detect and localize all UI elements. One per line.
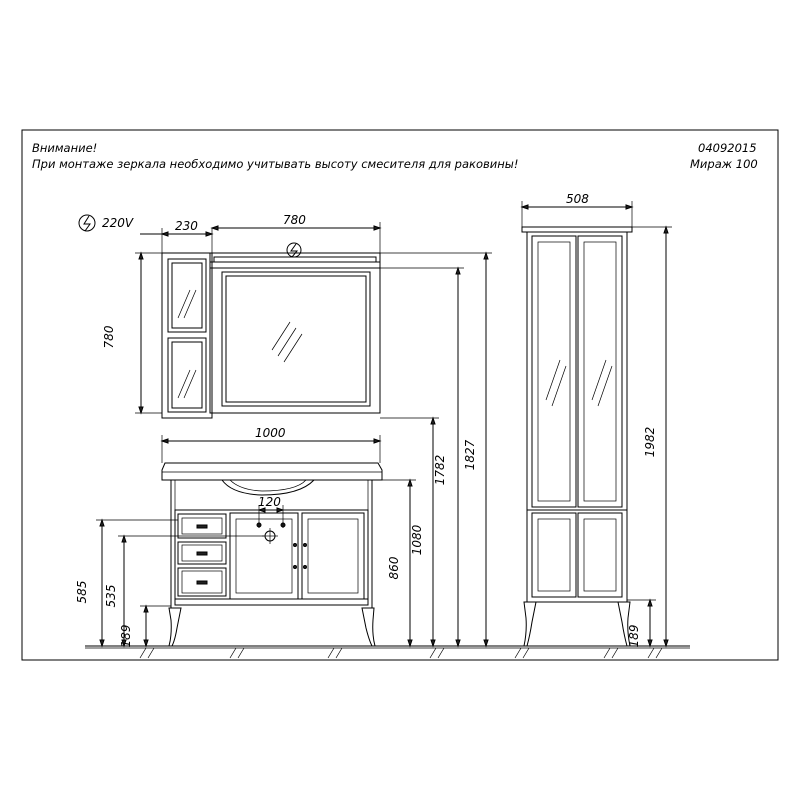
dim-vanity-width: 1000 xyxy=(255,426,286,440)
dim-vanity-top-height: 860 xyxy=(387,556,401,580)
dim-line-drain-height-1 xyxy=(96,520,178,646)
vanity-unit xyxy=(162,463,382,646)
dim-column-leg-height: 189 xyxy=(627,624,641,648)
document-code: 04092015 xyxy=(698,141,757,155)
dim-vanity-total-height: 1080 xyxy=(410,524,424,556)
dim-mirror-top-height: 1827 xyxy=(463,439,477,471)
dim-mirror-bottom-height: 1782 xyxy=(433,454,447,486)
drawing-frame xyxy=(22,130,778,660)
dim-vanity-leg-height: 189 xyxy=(119,624,133,648)
dim-drain-height-2: 535 xyxy=(104,584,118,608)
floor-line xyxy=(85,646,690,658)
dim-column-height: 1982 xyxy=(643,426,657,458)
dim-mirror-height: 780 xyxy=(102,325,116,349)
dim-faucet-spacing: 120 xyxy=(258,495,281,509)
drain-point-icon xyxy=(262,528,278,544)
lamp-electrical-icon xyxy=(287,243,301,257)
warning-title: Внимание! xyxy=(32,141,98,155)
dim-drain-height-1: 585 xyxy=(75,580,89,604)
dim-column-width: 508 xyxy=(566,192,589,206)
dim-line-mirror-bottom-height xyxy=(380,268,464,646)
tall-column-cabinet xyxy=(522,227,632,646)
warning-text: При монтаже зеркала необходимо учитывать высоту смесителя для раковины! xyxy=(32,157,519,171)
dim-line-drain-height-2 xyxy=(118,536,264,646)
side-cabinet xyxy=(162,253,212,418)
voltage-label: 220V xyxy=(102,216,134,230)
mirror xyxy=(210,253,380,413)
dim-mirror-width: 780 xyxy=(283,213,306,227)
dim-line-mirror-height xyxy=(135,253,162,413)
dim-line-vanity-leg-height xyxy=(140,606,171,646)
electrical-outlet-icon xyxy=(79,215,95,231)
dim-cabinet-width: 230 xyxy=(175,219,198,233)
model-name: Мираж 100 xyxy=(690,157,758,171)
